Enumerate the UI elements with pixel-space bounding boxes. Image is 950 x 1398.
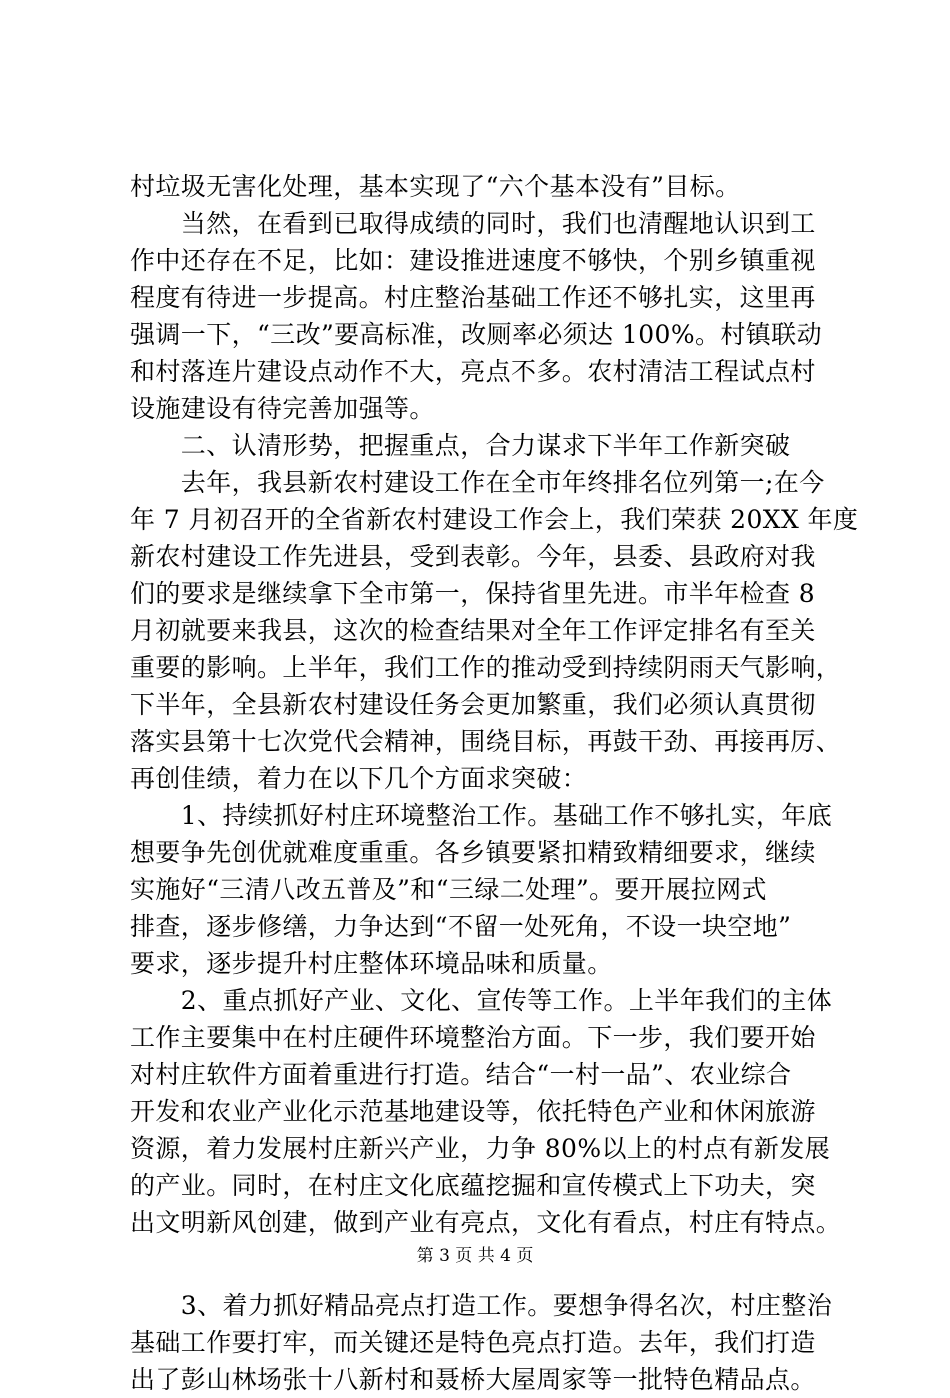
text-line: 实施好“三清八改五普及”和“三绿二处理”。要开展拉网式: [130, 875, 767, 904]
text-line: 设施建设有待完善加强等。: [130, 394, 435, 423]
text-line: 村垃圾无害化处理，基本实现了“六个基本没有”目标。: [130, 172, 741, 201]
page-number-label: 第 3 页 共 4 页: [416, 1246, 534, 1266]
text-line: 的产业。同时，在村庄文化底蕴挖掘和宣传模式上下功夫，突: [130, 1171, 816, 1200]
section-heading: 二、认清形势，把握重点，合力谋求下半年工作新突破: [130, 431, 791, 460]
text-line: 月初就要来我县，这次的检查结果对全年工作评定排名有至关: [130, 616, 816, 645]
text-line: 落实县第十七次党代会精神，围绕目标，再鼓干劲、再接再厉、: [130, 727, 842, 756]
text-line: 重要的影响。上半年，我们工作的推动受到持续阴雨天气影响，: [130, 653, 842, 682]
text-line: 去年，我县新农村建设工作在全市年终排名位列第一;在今: [130, 468, 825, 497]
text-line: 基础工作要打牢，而关键还是特色亮点打造。去年，我们打造: [130, 1328, 816, 1357]
text-line: 强调一下，“三改”要高标准，改厕率必须达 100%。村镇联动: [130, 320, 822, 349]
text-line: 要求，逐步提升村庄整体环境品味和质量。: [130, 949, 613, 978]
text-line: 当然，在看到已取得成绩的同时，我们也清醒地认识到工: [130, 209, 816, 238]
text-line: 程度有待进一步提高。村庄整治基础工作还不够扎实，这里再: [130, 283, 816, 312]
text-line: 想要争先创优就难度重重。各乡镇要紧扣精致精细要求，继续: [130, 838, 816, 867]
text-line: 1、持续抓好村庄环境整治工作。基础工作不够扎实，年底: [130, 801, 833, 830]
text-line: 和村落连片建设点动作不大，亮点不多。农村清洁工程试点村: [130, 357, 816, 386]
text-line: 对村庄软件方面着重进行打造。结合“一村一品”、农业综合: [130, 1060, 792, 1089]
text-line: 开发和农业产业化示范基地建设等，依托特色产业和休闲旅游: [130, 1097, 816, 1126]
text-line: 下半年，全县新农村建设任务会更加繁重，我们必须认真贯彻: [130, 690, 816, 719]
text-line: 排查，逐步修缮，力争达到“不留一处死角，不设一块空地”: [130, 912, 792, 941]
text-line: 年 7 月初召开的全省新农村建设工作会上，我们荣获 20XX 年度: [130, 505, 859, 534]
text-line: 再创佳绩，着力在以下几个方面求突破：: [130, 764, 588, 793]
body-text: [130, 168, 859, 1398]
page-footer: [0, 1244, 950, 1268]
text-line: 作中还存在不足，比如：建设推进速度不够快，个别乡镇重视: [130, 246, 816, 275]
text-line: 出文明新风创建，做到产业有亮点，文化有看点，村庄有特点。: [130, 1208, 842, 1237]
text-line: 资源，着力发展村庄新兴产业，力争 80%以上的村点有新发展: [130, 1134, 831, 1163]
text-line: 出了彭山林场张十八新村和聂桥大屋周家等一批特色精品点。: [130, 1365, 816, 1394]
text-line: 新农村建设工作先进县，受到表彰。今年，县委、县政府对我: [130, 542, 816, 571]
text-line: 工作主要集中在村庄硬件环境整治方面。下一步，我们要开始: [130, 1023, 816, 1052]
text-line: 3、着力抓好精品亮点打造工作。要想争得名次，村庄整治: [130, 1291, 833, 1320]
text-line: 2、重点抓好产业、文化、宣传等工作。上半年我们的主体: [130, 986, 833, 1015]
text-line: 们的要求是继续拿下全市第一，保持省里先进。市半年检查 8: [130, 579, 816, 608]
